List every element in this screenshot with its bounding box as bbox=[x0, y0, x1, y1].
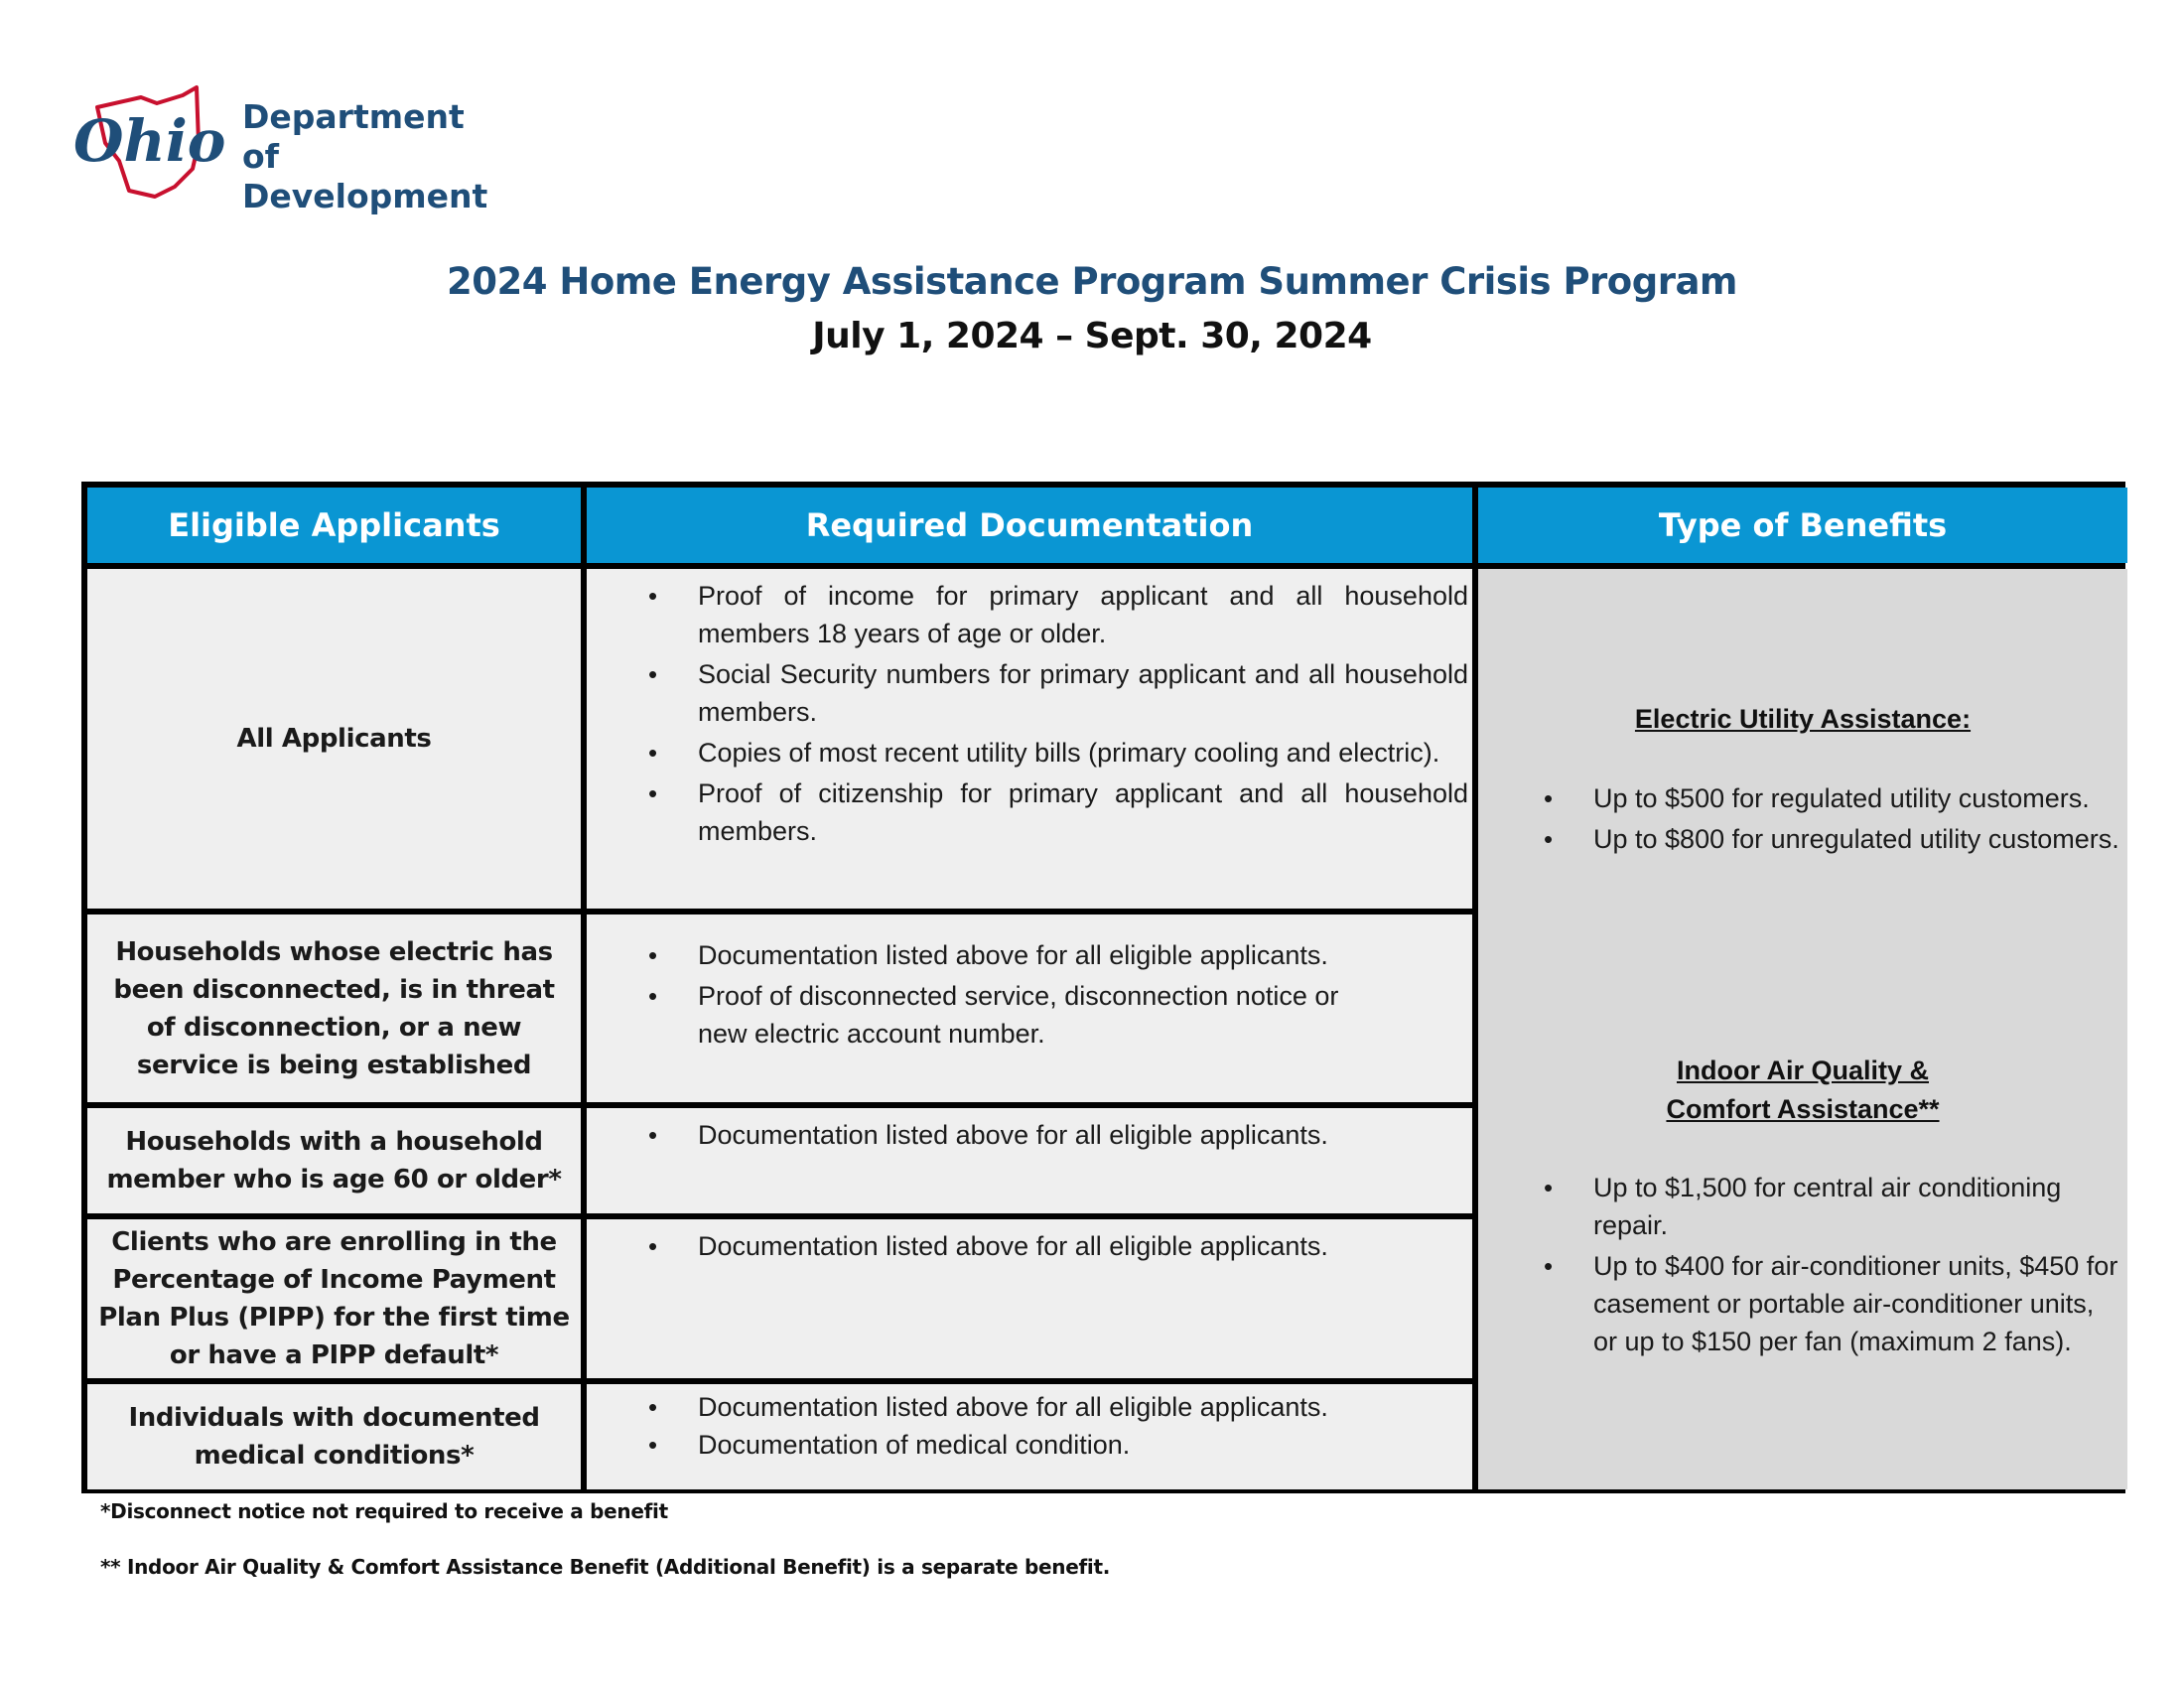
air-quality-title-line1: Indoor Air Quality & bbox=[1676, 1055, 1929, 1085]
electric-benefits-list bbox=[1544, 779, 2121, 861]
eligibility-table bbox=[81, 482, 2125, 1493]
benefit-item: • Up to $500 for regulated utility customers. bbox=[1544, 779, 2121, 817]
footnote-disconnect: *Disconnect notice not required to receive a benefit bbox=[100, 1499, 668, 1523]
documentation-cell-all bbox=[587, 569, 1472, 909]
ohio-logo-icon bbox=[71, 83, 230, 203]
documentation-item: • Documentation listed above for all eligible applicants. bbox=[648, 1227, 1468, 1265]
documentation-item: • Social Security numbers for primary applicant and all household members. bbox=[648, 655, 1468, 731]
documentation-item: • Documentation listed above for all eligible applicants. bbox=[648, 936, 1363, 974]
benefits-cell bbox=[1478, 569, 2127, 1489]
documentation-item: • Documentation of medical condition. bbox=[648, 1426, 1468, 1464]
documentation-item: • Proof of income for primary applicant and all household members 18 years of age or older. bbox=[648, 577, 1468, 652]
applicant-cell-medical: Individuals with documented medical conditions* bbox=[87, 1384, 581, 1489]
department-line2: Development bbox=[242, 177, 488, 215]
air-quality-title bbox=[1478, 1052, 2127, 1129]
documentation-item: • Proof of disconnected service, disconnection notice or new electric account number. bbox=[648, 977, 1363, 1053]
documentation-item: • Proof of citizenship for primary applicant and all household members. bbox=[648, 774, 1468, 850]
electric-assistance-title: Electric Utility Assistance: bbox=[1634, 704, 1972, 734]
date-range: July 1, 2024 – Sept. 30, 2024 bbox=[812, 316, 1372, 356]
applicant-cell-disconnected: Households whose electric has been disconnected, is in threat of disconnection, or a new service is being established bbox=[87, 914, 581, 1102]
benefit-item: • Up to $1,500 for central air conditioning repair. bbox=[1544, 1169, 2121, 1244]
applicant-cell-all: All Applicants bbox=[87, 569, 581, 909]
applicant-cell-pipp: Clients who are enrolling in the Percentage of Income Payment Plan Plus (PIPP) for the first time or have a PIPP default* bbox=[87, 1219, 581, 1378]
air-quality-title-line2: Comfort Assistance** bbox=[1666, 1094, 1940, 1124]
applicant-cell-senior: Households with a household member who is age 60 or older* bbox=[87, 1108, 581, 1213]
documentation-cell-senior bbox=[587, 1108, 1472, 1213]
documentation-list bbox=[648, 1227, 1468, 1265]
column-header-documentation: Required Documentation bbox=[587, 488, 1472, 563]
department-name bbox=[242, 97, 508, 216]
documentation-list bbox=[648, 936, 1363, 1053]
documentation-item: • Documentation listed above for all eligible applicants. bbox=[648, 1116, 1468, 1154]
page-title: 2024 Home Energy Assistance Program Summer Crisis Program bbox=[447, 260, 1737, 303]
documentation-cell-medical bbox=[587, 1384, 1472, 1489]
benefit-item: • Up to $400 for air-conditioner units, $450 for casement or portable air-conditioner units, or up to $150 per fan (maximum 2 fans). bbox=[1544, 1247, 2121, 1360]
footnote-air-quality: ** Indoor Air Quality & Comfort Assistance Benefit (Additional Benefit) is a separate benefit. bbox=[100, 1555, 1111, 1579]
department-logo bbox=[71, 83, 508, 215]
documentation-cell-disconnected bbox=[587, 914, 1472, 1102]
ohio-wordmark: Ohio bbox=[73, 107, 226, 175]
documentation-list bbox=[648, 577, 1468, 850]
documentation-list bbox=[648, 1388, 1468, 1464]
documentation-item: • Documentation listed above for all eligible applicants. bbox=[648, 1388, 1468, 1426]
benefit-item: • Up to $800 for unregulated utility customers. bbox=[1544, 820, 2121, 858]
air-quality-benefits-list bbox=[1544, 1169, 2121, 1363]
documentation-item: • Copies of most recent utility bills (primary cooling and electric). bbox=[648, 734, 1468, 772]
column-header-applicants: Eligible Applicants bbox=[87, 488, 581, 563]
department-line1: Department of bbox=[242, 97, 465, 176]
column-header-benefits: Type of Benefits bbox=[1478, 488, 2127, 563]
documentation-cell-pipp bbox=[587, 1219, 1472, 1378]
documentation-list bbox=[648, 1116, 1468, 1154]
